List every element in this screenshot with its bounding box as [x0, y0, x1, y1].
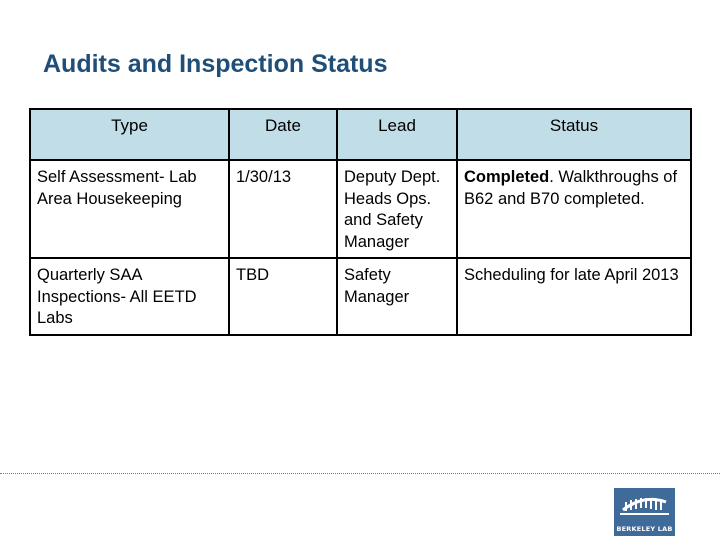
- status-text: Scheduling for late April 2013: [464, 266, 679, 284]
- column-header-type: Type: [30, 109, 229, 160]
- page-title: Audits and Inspection Status: [43, 50, 388, 78]
- cell-lead: Deputy Dept. Heads Ops. and Safety Manager: [337, 160, 457, 258]
- cell-lead: Safety Manager: [337, 258, 457, 335]
- status-emphasis: Completed: [464, 168, 550, 186]
- logo-graphic: [614, 488, 675, 522]
- cell-status: [457, 258, 691, 335]
- column-header-status: Status: [457, 109, 691, 160]
- status-text: . Walkthroughs of B62 and B70 completed.: [464, 168, 678, 208]
- column-header-lead: Lead: [337, 109, 457, 160]
- cell-type: Self Assessment- Lab Area Housekeeping: [30, 160, 229, 258]
- table-row: [30, 160, 691, 258]
- cell-date: TBD: [229, 258, 337, 335]
- cell-status: [457, 160, 691, 258]
- table-header-row: [30, 109, 691, 160]
- cell-date: 1/30/13: [229, 160, 337, 258]
- status-table: [29, 108, 692, 336]
- table-row: [30, 258, 691, 335]
- berkeley-lab-logo-icon: [614, 488, 675, 536]
- cell-type: Quarterly SAA Inspections- All EETD Labs: [30, 258, 229, 335]
- footer-divider: [0, 473, 720, 474]
- column-header-date: Date: [229, 109, 337, 160]
- logo-text: BERKELEY LAB: [616, 525, 673, 533]
